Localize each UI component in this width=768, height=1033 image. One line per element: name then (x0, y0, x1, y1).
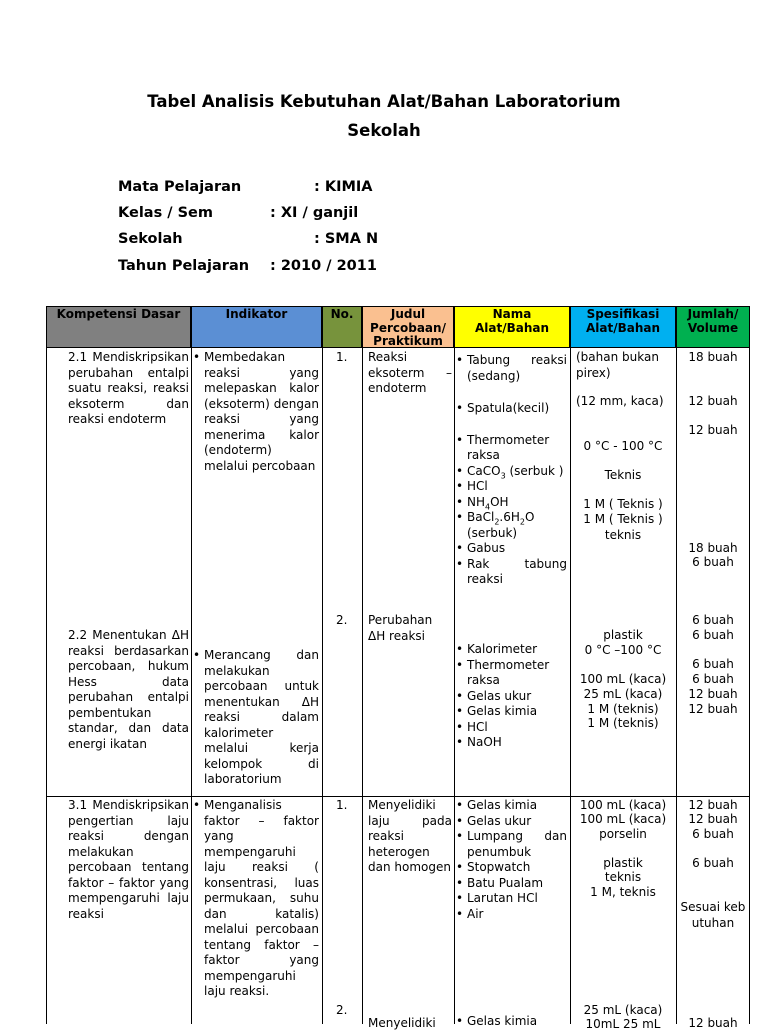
jumlah-value: Sesuai kebutuhan (680, 900, 746, 930)
jumlah-value: 12 buah (688, 702, 738, 716)
judul-percobaan: Menyelidiki laju pada reaksi heterogen dan homogen (368, 798, 452, 874)
nama-alat-item: • Rak tabung reaksi (456, 557, 567, 588)
nama-alat-item: • NaOH (456, 735, 567, 751)
nama-alat-item: • $NH_4OH$ (456, 495, 567, 511)
nama-alat-item: • Kalorimeter (456, 642, 567, 658)
jumlah-value: 12 buah (688, 394, 738, 408)
spesifikasi-value: 1 M ( Teknis ) (583, 497, 663, 511)
judul-percobaan: Reaksi eksoterm – endoterm (368, 350, 452, 395)
nama-alat-list (456, 642, 567, 751)
table-border (362, 348, 363, 1024)
indikator-3 (193, 798, 319, 1000)
spesifikasi-value: porselin (599, 827, 647, 841)
indikator-2 (193, 648, 319, 788)
nama-alat-item: • Air (456, 907, 567, 923)
nama-alat-item: • Batu Pualam (456, 876, 567, 892)
nama-alat-item: • CaCO$_3$ (serbuk ) (456, 464, 567, 480)
nama-alat-item: • Lumpang dan penumbuk (456, 829, 567, 860)
jumlah-value: 6 buah (692, 856, 734, 870)
jumlah-value: 12 buah (688, 1016, 738, 1030)
kd-3-1: 3.1 Mendiskripsikan pengertian laju reaksi dengan melakukan percobaan tentang faktor – faktor yang mempengaruhi laju reaksi (68, 798, 189, 921)
spesifikasi-value: 1 M ( Teknis ) teknis (583, 512, 663, 542)
indikator-1 (193, 350, 319, 474)
nama-alat-item: • Gelas kimia (456, 1014, 567, 1030)
jumlah-value: 12 buah (688, 687, 738, 701)
row-number: 2. (336, 1003, 348, 1017)
nama-alat-item: • Gelas ukur (456, 689, 567, 705)
nama-alat-list (456, 1014, 567, 1030)
spesifikasi-value: 25 mL (kaca) (583, 687, 663, 701)
header-judul: Judul Percobaan/ Praktikum (362, 306, 454, 348)
header-indikator: Indikator (191, 306, 322, 348)
meta-label-kelas: Kelas / Sem (118, 205, 213, 221)
nama-alat-item: • Gabus (456, 541, 567, 557)
table-border (454, 348, 455, 1024)
kd-2-1: 2.1 Mendiskripsikan perubahan entalpi suatu reaksi, reaksi eksoterm dan reaksi endoterm (68, 350, 189, 426)
table-border (570, 348, 571, 1024)
nama-alat-item: • Larutan HCl (456, 891, 567, 907)
nama-alat-list (456, 798, 567, 922)
header-nama-alat: Nama Alat/Bahan (454, 306, 570, 348)
indikator-item: • Menganalisis faktor – faktor yang mempengaruhi laju reaksi ( konsentrasi, luas permukaan, suhu dan katalis) melalui percobaan tentang faktor – faktor yang mempengaruhi laju reaksi. (193, 798, 319, 1000)
kd-2-2: 2.2 Menentukan ΔH reaksi berdasarkan percobaan, hukum Hess data perubahan entalpi pembentukan standar, dan data energi ikatan (68, 628, 189, 751)
jumlah-value: 12 buah (688, 423, 738, 437)
row-number: 1. (336, 798, 348, 812)
page-title-line2: Sekolah (347, 121, 421, 140)
jumlah-value: 6 buah (692, 657, 734, 671)
table-border (46, 348, 47, 1024)
header-spesifikasi: Spesifikasi Alat/Bahan (570, 306, 676, 348)
nama-alat-item: • HCl (456, 479, 567, 495)
nama-alat-item: • Gelas kimia (456, 704, 567, 720)
spesifikasi-value: 100 mL (kaca) (579, 812, 667, 826)
nama-alat-list (456, 353, 567, 588)
row-number: 2. (336, 613, 348, 627)
jumlah-value: 12 buah (688, 798, 738, 812)
row-divider (46, 796, 750, 797)
nama-alat-item: • Thermometer raksa (456, 433, 567, 464)
spesifikasi-value: 0 °C –100 °C (584, 643, 662, 657)
nama-alat-item: • Gelas ukur (456, 814, 567, 830)
jumlah-value: 6 buah (692, 613, 734, 627)
meta-label-sekolah: Sekolah (118, 231, 183, 247)
judul-percobaan: Perubahan ΔH reaksi (368, 613, 433, 643)
meta-label-mapel: Mata Pelajaran (118, 179, 242, 195)
jumlah-value: 6 buah (692, 628, 734, 642)
nama-alat-item: • HCl (456, 720, 567, 736)
spesifikasi-value: 1 M (teknis) (587, 702, 659, 716)
spesifikasi-value: (bahan bukan pirex) (576, 350, 659, 380)
nama-alat-item: • Gelas kimia (456, 798, 567, 814)
table-border (749, 348, 750, 1024)
jumlah-value: 6 buah (692, 555, 734, 569)
indikator-item: • Membedakan reaksi yang melepaskan kalor (eksoterm) dengan reaksi yang menerima kalor (endoterm) melalui percobaan (193, 350, 319, 474)
table-border (191, 348, 192, 1024)
spesifikasi-value: (12 mm, kaca) (576, 394, 664, 408)
spesifikasi-value: 1 M (teknis) (587, 716, 659, 730)
spesifikasi-value: 1 M, teknis (590, 885, 656, 899)
meta-value-mapel: : KIMIA (314, 179, 373, 195)
header-no: No. (322, 306, 362, 348)
header-jumlah: Jumlah/ Volume (676, 306, 750, 348)
spesifikasi-value: 25 mL (kaca) (583, 1003, 663, 1017)
nama-alat-item: • Spatula(kecil) (456, 401, 567, 417)
spesifikasi-value: plastik (603, 856, 643, 870)
row-number: 1. (336, 350, 348, 364)
jumlah-value: 12 buah (688, 812, 738, 826)
spesifikasi-value: Teknis (604, 468, 642, 482)
meta-label-tahun: Tahun Pelajaran (118, 258, 250, 274)
nama-alat-item: • $BaCl_2.6H_2O$ (serbuk) (456, 510, 567, 541)
jumlah-value: 18 buah (688, 541, 738, 555)
spesifikasi-value: 100 mL (kaca) (579, 672, 667, 686)
judul-percobaan: Menyelidiki (368, 1016, 436, 1030)
spesifikasi-value: plastik (603, 628, 643, 642)
nama-alat-item: • Tabung reaksi (sedang) (456, 353, 567, 384)
spesifikasi-value: teknis (604, 870, 642, 884)
spesifikasi-value: 10mL 25 mL (585, 1017, 661, 1031)
indikator-item: • Merancang dan melakukan percobaan untuk menentukan ΔH reaksi dalam kalorimeter melalui kerja kelompok di laboratorium (193, 648, 319, 788)
spesifikasi-value: 100 mL (kaca) (579, 798, 667, 812)
page-title: Tabel Analisis Kebutuhan Alat/Bahan Laboratorium (147, 92, 621, 111)
spesifikasi-value: 0 °C - 100 °C (583, 439, 663, 453)
meta-value-kelas: : XI / ganjil (270, 205, 359, 221)
jumlah-value: 6 buah (692, 827, 734, 841)
jumlah-value: 18 buah (688, 350, 738, 364)
meta-value-tahun: : 2010 / 2011 (270, 258, 377, 274)
nama-alat-item: • Thermometer raksa (456, 658, 567, 689)
nama-alat-item: • Stopwatch (456, 860, 567, 876)
meta-value-sekolah: : SMA N (314, 231, 379, 247)
jumlah-value: 6 buah (692, 672, 734, 686)
table-border (322, 348, 323, 1024)
header-kompetensi-dasar: Kompetensi Dasar (46, 306, 191, 348)
